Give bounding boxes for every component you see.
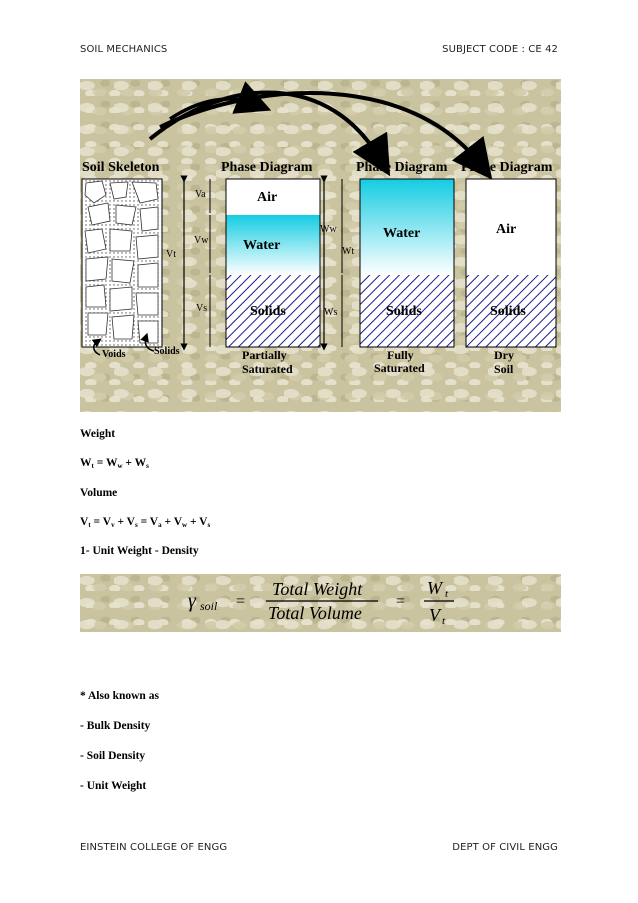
weight-heading: Weight xyxy=(80,428,116,440)
volume-equation: $V_t = V_v + V_s = V_a + V_w + V_s$ xyxy=(80,516,211,529)
water-label-1: Water xyxy=(243,238,281,253)
phase-diagram-title-3: Phase Diagram xyxy=(461,160,553,175)
gamma-symbol: γ xyxy=(188,590,196,612)
phase-diagram-title-2: Phase Diagram xyxy=(356,160,448,175)
ws-label: Ws xyxy=(324,307,338,318)
fully-caption-2: Saturated xyxy=(374,361,425,375)
fully-saturated-box xyxy=(360,179,454,347)
voids-label: Voids xyxy=(102,349,126,360)
dry-soil-box xyxy=(466,179,556,347)
solids-label-2: Solids xyxy=(386,304,422,319)
weight-equation: $W_t = W_w + W_s$ xyxy=(80,457,149,470)
va-label: Va xyxy=(195,189,206,200)
curved-arrow xyxy=(150,92,380,159)
vt-denominator-sub: t xyxy=(442,615,446,627)
partially-caption-2: Saturated xyxy=(242,362,293,376)
vt-label: Vt xyxy=(166,249,176,260)
solids-label-1: Solids xyxy=(250,304,286,319)
footer-left: EINSTEIN COLLEGE OF ENGG xyxy=(80,842,228,853)
denominator: Total Volume xyxy=(268,603,362,623)
air-label-1: Air xyxy=(257,190,278,205)
ww-label: Ww xyxy=(320,224,337,235)
air-label-2: Air xyxy=(496,222,517,237)
wt-numerator-sub: t xyxy=(445,588,449,600)
numerator: Total Weight xyxy=(272,579,363,599)
equals-1: = xyxy=(236,593,246,610)
soil-skeleton-title: Soil Skeleton xyxy=(82,160,160,175)
dry-caption-1: Dry xyxy=(494,348,514,362)
also-known-as: * Also known as xyxy=(80,690,159,702)
dry-caption-2: Soil xyxy=(494,362,514,376)
gamma-subscript: soil xyxy=(200,599,218,613)
vs-label: Vs xyxy=(196,303,208,314)
phase-diagram-figure xyxy=(80,79,561,412)
wt-label: Wt xyxy=(342,246,355,257)
soil-density-item: - Soil Density xyxy=(80,750,146,762)
phase-diagram-title-1: Phase Diagram xyxy=(221,160,313,175)
header-right: SUBJECT CODE : CE 42 xyxy=(442,44,558,55)
unit-weight-formula xyxy=(80,574,561,632)
wt-numerator: W xyxy=(427,578,442,598)
soil-skeleton-box xyxy=(82,179,162,347)
header-left: SOIL MECHANICS xyxy=(80,44,168,55)
volume-heading: Volume xyxy=(80,487,118,499)
solids-label-3: Solids xyxy=(490,304,526,319)
unit-weight-item: - Unit Weight xyxy=(80,780,147,792)
vt-denominator: V xyxy=(429,605,440,625)
footer-right: DEPT OF CIVIL ENGG xyxy=(452,842,558,853)
partially-caption-1: Partially xyxy=(242,348,287,362)
fully-caption-1: Fully xyxy=(387,348,414,362)
equals-2: = xyxy=(396,593,406,610)
solids-label: Solids xyxy=(154,346,180,357)
bulk-density-item: - Bulk Density xyxy=(80,720,151,732)
vw-label: Vw xyxy=(194,235,209,246)
unit-weight-heading: 1- Unit Weight - Density xyxy=(80,545,199,557)
water-label-2: Water xyxy=(383,226,421,241)
